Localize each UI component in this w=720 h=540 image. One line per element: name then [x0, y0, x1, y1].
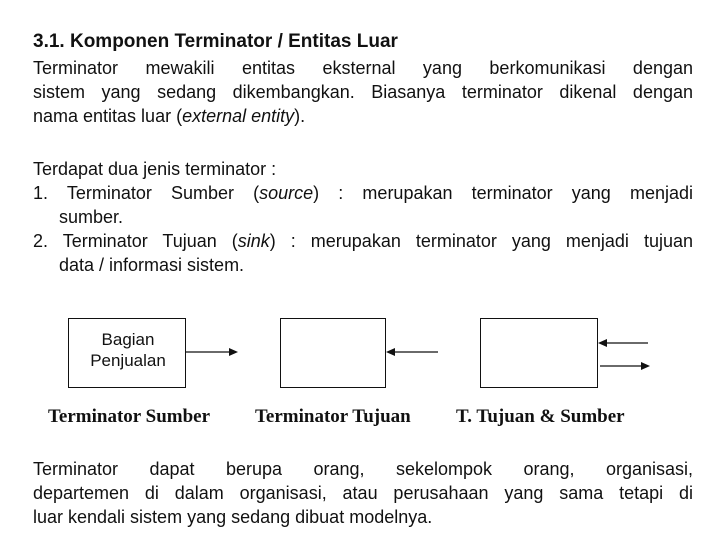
- caption-terminator-sink: Terminator Tujuan: [255, 406, 411, 427]
- closing-line-1: Terminator dapat berupa orang, sekelompok orang, organisasi,: [33, 459, 693, 479]
- terminator-source-label-line-1: Bagian: [101, 330, 155, 349]
- section-title: 3.1. Komponen Terminator / Entitas Luar: [33, 31, 398, 52]
- terminator-source-label-line-2: Penjualan: [90, 351, 166, 370]
- caption-terminator-both: T. Tujuan & Sumber: [456, 406, 625, 427]
- closing-paragraph: [33, 457, 693, 529]
- types-item-2-cont: data / informasi sistem.: [59, 255, 245, 275]
- types-item-2-em: sink: [237, 231, 270, 251]
- sink-incoming-arrow: [386, 348, 438, 356]
- intro-line-3-pre: nama entitas luar (: [33, 106, 183, 126]
- types-item-1-post: ) : merupakan terminator yang menjadi: [313, 183, 693, 203]
- intro-line-3-em: external entity: [182, 106, 295, 126]
- closing-line-2: departemen di dalam organisasi, atau perusahaan yang sama tetapi di: [33, 483, 693, 503]
- types-heading: Terdapat dua jenis terminator :: [33, 159, 277, 179]
- both-incoming-arrow: [598, 339, 648, 347]
- types-item-1-cont: sumber.: [59, 207, 124, 227]
- types-item-1-em: source: [259, 183, 314, 203]
- intro-line-1: Terminator mewakili entitas eksternal yang berkomunikasi dengan: [33, 58, 693, 78]
- types-item-1-pre: 1. Terminator Sumber (: [33, 183, 260, 203]
- types-item-2-post: ) : merupakan terminator yang menjadi tujuan: [269, 231, 693, 251]
- caption-terminator-source: Terminator Sumber: [48, 406, 211, 427]
- intro-line-2: sistem yang sedang dikembangkan. Biasanya terminator dikenal dengan: [33, 82, 693, 102]
- closing-line-3: luar kendali sistem yang sedang dibuat modelnya.: [33, 507, 433, 527]
- intro-line-3-post: ).: [294, 106, 306, 126]
- both-outgoing-arrow: [600, 362, 650, 370]
- source-outgoing-arrow: [186, 348, 238, 356]
- types-item-2-pre: 2. Terminator Tujuan (: [33, 231, 238, 251]
